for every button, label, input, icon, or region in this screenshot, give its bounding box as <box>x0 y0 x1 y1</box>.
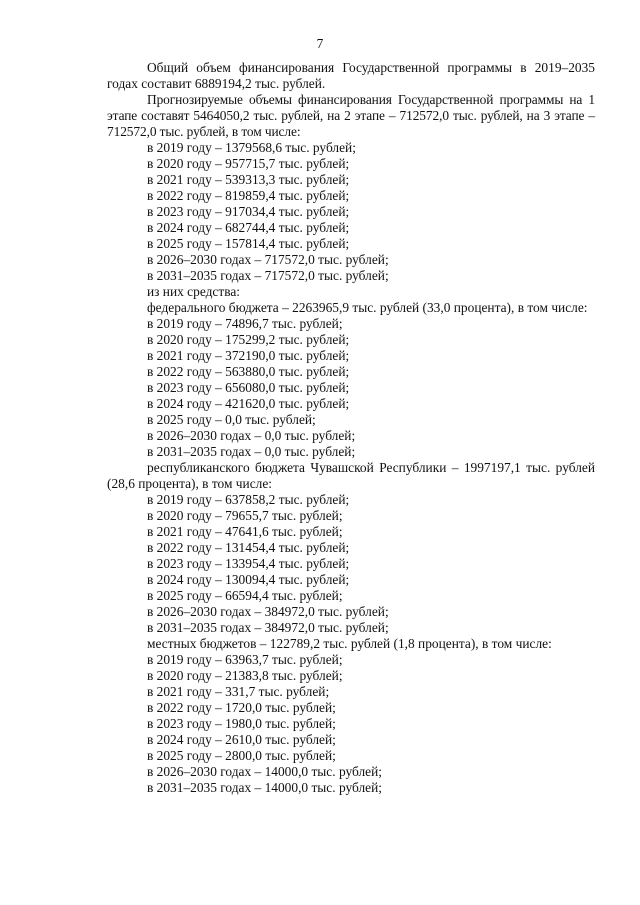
forecast-paragraph: Прогнозируемые объемы финансирования Государственной программы на 1 этапе составят 5464050,2 тыс. рублей, на 2 этапе – 712572,0 тыс. рублей, на 3 этапе – 712572,0 тыс. рублей, в том числе: <box>107 92 595 139</box>
list-item: в 2020 году – 79655,7 тыс. рублей; <box>147 508 343 523</box>
sources-intro: из них средства: <box>147 284 241 299</box>
list-item: в 2020 году – 957715,7 тыс. рублей; <box>147 156 350 171</box>
list-item: в 2023 году – 133954,4 тыс. рублей; <box>147 556 350 571</box>
page-number: 7 <box>316 36 324 51</box>
list-item: в 2022 году – 819859,4 тыс. рублей; <box>147 188 350 203</box>
list-item: в 2022 году – 563880,0 тыс. рублей; <box>147 364 350 379</box>
list-item: в 2023 году – 917034,4 тыс. рублей; <box>147 204 350 219</box>
list-item: в 2021 году – 47641,6 тыс. рублей; <box>147 524 343 539</box>
list-item: в 2023 году – 1980,0 тыс. рублей; <box>147 716 336 731</box>
list-item: в 2031–2035 годах – 384972,0 тыс. рублей; <box>147 620 389 635</box>
list-item: в 2031–2035 годах – 0,0 тыс. рублей; <box>147 444 356 459</box>
list-item: в 2024 году – 421620,0 тыс. рублей; <box>147 396 350 411</box>
list-item: в 2021 году – 331,7 тыс. рублей; <box>147 684 330 699</box>
list-item: в 2031–2035 годах – 717572,0 тыс. рублей; <box>147 268 389 283</box>
list-item: в 2025 году – 157814,4 тыс. рублей; <box>147 236 350 251</box>
list-item: в 2025 году – 2800,0 тыс. рублей; <box>147 748 336 763</box>
list-item: в 2022 году – 1720,0 тыс. рублей; <box>147 700 336 715</box>
federal-paragraph: федерального бюджета – 2263965,9 тыс. рублей (33,0 процента), в том числе: <box>147 300 588 315</box>
local-paragraph: местных бюджетов – 122789,2 тыс. рублей (1,8 процента), в том числе: <box>147 636 552 651</box>
federal-years-list <box>107 316 595 460</box>
list-item: в 2020 году – 21383,8 тыс. рублей; <box>147 668 343 683</box>
document-body <box>107 60 595 796</box>
list-item: в 2021 году – 539313,3 тыс. рублей; <box>147 172 350 187</box>
list-item: в 2026–2030 годах – 0,0 тыс. рублей; <box>147 428 356 443</box>
list-item: в 2019 году – 74896,7 тыс. рублей; <box>147 316 343 331</box>
list-item: в 2024 году – 682744,4 тыс. рублей; <box>147 220 350 235</box>
list-item: в 2023 году – 656080,0 тыс. рублей; <box>147 380 350 395</box>
list-item: в 2019 году – 637858,2 тыс. рублей; <box>147 492 350 507</box>
republic-years-list <box>107 492 595 636</box>
list-item: в 2031–2035 годах – 14000,0 тыс. рублей; <box>147 780 382 795</box>
list-item: в 2019 году – 1379568,6 тыс. рублей; <box>147 140 356 155</box>
list-item: в 2025 году – 66594,4 тыс. рублей; <box>147 588 343 603</box>
list-item: в 2020 году – 175299,2 тыс. рублей; <box>147 332 350 347</box>
list-item: в 2024 году – 2610,0 тыс. рублей; <box>147 732 336 747</box>
list-item: в 2021 году – 372190,0 тыс. рублей; <box>147 348 350 363</box>
list-item: в 2019 году – 63963,7 тыс. рублей; <box>147 652 343 667</box>
list-item: в 2026–2030 годах – 717572,0 тыс. рублей; <box>147 252 389 267</box>
list-item: в 2025 году – 0,0 тыс. рублей; <box>147 412 316 427</box>
local-years-list <box>107 652 595 796</box>
overall-years-list <box>107 140 595 284</box>
list-item: в 2026–2030 годах – 384972,0 тыс. рублей; <box>147 604 389 619</box>
list-item: в 2026–2030 годах – 14000,0 тыс. рублей; <box>147 764 382 779</box>
list-item: в 2024 году – 130094,4 тыс. рублей; <box>147 572 350 587</box>
total-funding-paragraph: Общий объем финансирования Государственной программы в 2019–2035 годах составит 6889194,2 тыс. рублей. <box>107 60 595 91</box>
republic-paragraph: республиканского бюджета Чувашской Республики – 1997197,1 тыс. рублей (28,6 процента), в том числе: <box>107 460 595 491</box>
list-item: в 2022 году – 131454,4 тыс. рублей; <box>147 540 350 555</box>
